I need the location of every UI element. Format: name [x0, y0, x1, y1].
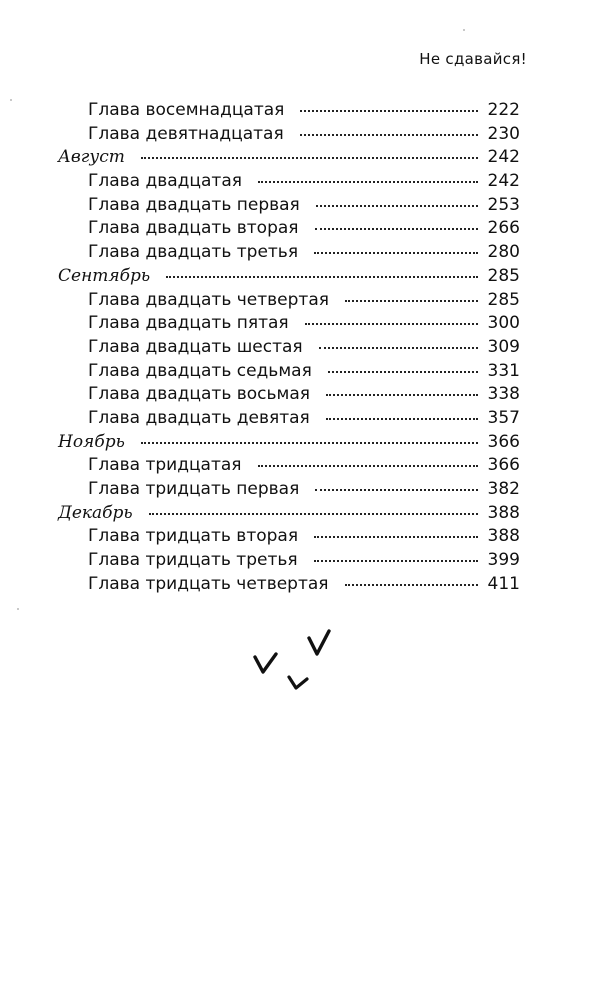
- toc-chapter-entry: [58, 360, 520, 384]
- running-header: Не сдавайся!: [419, 50, 527, 68]
- toc-entry-title: Глава двадцать третья: [88, 242, 299, 263]
- toc-entry-title: Глава двадцать восьмая: [88, 384, 311, 405]
- dot-leader: [258, 465, 478, 467]
- toc-entry-title: Глава восемнадцатая: [88, 100, 285, 120]
- toc-page-number: 242: [487, 171, 520, 192]
- dot-leader: [314, 560, 478, 562]
- toc-entry-title: Глава тридцать четвертая: [88, 573, 329, 594]
- dot-leader: [328, 371, 478, 373]
- toc-page-number: 285: [487, 265, 520, 286]
- toc-chapter-entry: [58, 478, 520, 502]
- toc-page-number: 230: [487, 123, 520, 144]
- toc-page-number: 222: [487, 100, 520, 120]
- toc-page-number: 357: [487, 407, 520, 428]
- toc-entry-title: Сентябрь: [58, 265, 151, 286]
- toc-chapter-entry: [58, 99, 520, 123]
- dot-leader: [166, 276, 477, 278]
- toc-chapter-entry: [58, 549, 520, 573]
- toc-entry-title: Глава тридцать вторая: [88, 526, 299, 547]
- toc-page-number: 309: [487, 336, 520, 357]
- toc-entry-title: Глава двадцатая: [88, 171, 242, 192]
- toc-chapter-entry: [58, 454, 520, 478]
- dot-leader: [314, 252, 477, 254]
- dot-leader: [149, 513, 478, 515]
- table-of-contents: [58, 99, 520, 596]
- scan-speck: [17, 608, 19, 610]
- scan-speck: [463, 29, 465, 31]
- toc-month-entry: [58, 265, 520, 289]
- toc-month-entry: [58, 502, 520, 526]
- toc-page-number: 242: [487, 147, 520, 168]
- toc-entry-title: Декабрь: [58, 502, 133, 523]
- toc-page-number: 338: [487, 384, 520, 405]
- toc-month-entry: [58, 431, 520, 455]
- toc-chapter-entry: [58, 407, 520, 431]
- toc-page-number: 285: [487, 289, 520, 310]
- scan-speck: [10, 99, 12, 101]
- dot-leader: [345, 584, 478, 586]
- dot-leader: [326, 394, 478, 396]
- toc-page-number: 388: [487, 502, 520, 523]
- dot-leader: [315, 228, 478, 230]
- toc-entry-title: Глава двадцать вторая: [88, 218, 299, 239]
- dot-leader: [141, 157, 478, 159]
- toc-chapter-entry: [58, 241, 520, 265]
- dot-leader: [326, 418, 478, 420]
- toc-page-number: 253: [487, 194, 520, 215]
- toc-page-number: 300: [487, 313, 520, 334]
- toc-chapter-entry: [58, 194, 520, 218]
- dot-leader: [300, 110, 477, 112]
- birds-ornament-icon: [252, 626, 332, 698]
- toc-month-entry: [58, 146, 520, 170]
- toc-page-number: 366: [487, 455, 520, 476]
- toc-entry-title: Глава двадцать первая: [88, 194, 300, 215]
- dot-leader: [314, 536, 477, 538]
- toc-entry-title: Глава двадцать четвертая: [88, 289, 329, 310]
- toc-entry-title: Глава двадцать девятая: [88, 407, 310, 428]
- dot-leader: [300, 134, 478, 136]
- toc-entry-title: Глава двадцать шестая: [88, 336, 303, 357]
- toc-entry-title: Август: [58, 147, 125, 168]
- toc-chapter-entry: [58, 525, 520, 549]
- toc-page-number: 411: [487, 573, 520, 594]
- dot-leader: [141, 442, 478, 444]
- toc-entry-title: Глава двадцать пятая: [88, 313, 289, 334]
- dot-leader: [315, 489, 477, 491]
- toc-page-number: 366: [487, 431, 520, 452]
- toc-chapter-entry: [58, 123, 520, 147]
- toc-chapter-entry: [58, 336, 520, 360]
- toc-chapter-entry: [58, 170, 520, 194]
- dot-leader: [305, 323, 478, 325]
- toc-page-number: 382: [487, 479, 520, 499]
- toc-entry-title: Глава девятнадцатая: [88, 123, 284, 144]
- toc-chapter-entry: [58, 217, 520, 241]
- toc-entry-title: Ноябрь: [58, 431, 125, 452]
- toc-page-number: 266: [487, 218, 520, 239]
- toc-entry-title: Глава тридцатая: [88, 455, 242, 476]
- toc-page-number: 399: [487, 550, 520, 571]
- dot-leader: [345, 300, 478, 302]
- dot-leader: [258, 181, 478, 183]
- dot-leader: [319, 347, 478, 349]
- toc-entry-title: Глава двадцать седьмая: [88, 360, 312, 381]
- toc-chapter-entry: [58, 383, 520, 407]
- toc-page-number: 388: [487, 526, 520, 547]
- toc-entry-title: Глава тридцать первая: [88, 479, 300, 499]
- toc-chapter-entry: [58, 289, 520, 313]
- toc-page-number: 280: [487, 242, 520, 263]
- dot-leader: [316, 205, 478, 207]
- toc-chapter-entry: [58, 312, 520, 336]
- toc-entry-title: Глава тридцать третья: [88, 550, 298, 571]
- toc-page-number: 331: [487, 360, 520, 381]
- toc-chapter-entry: [58, 573, 520, 597]
